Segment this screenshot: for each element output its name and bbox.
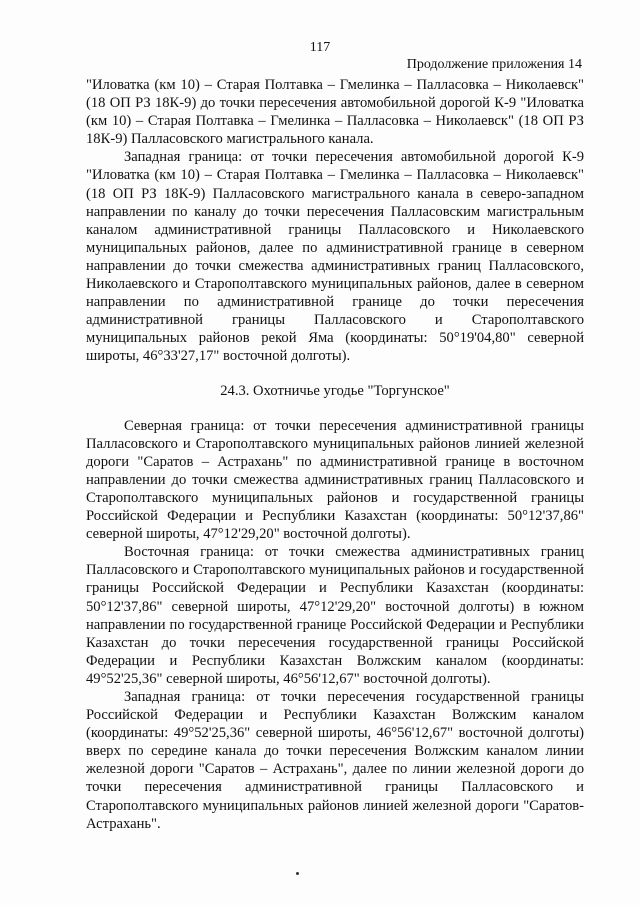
paragraph-eastern-border: Восточная граница: от точки смежества административных границ Палласовского и Старополтавского муниципальных районов и государственной границы Российской Федерации и Республики Казахстан (координаты: 50°12'37,86" северной широты, 47°12'29,20" восточной долготы) в южном направлении по государственной границе Российской Федерации и Республики Казахстан до точки пересечения государственной границы Российской Федерации и Республики Казахстан Волжским каналом (координаты: 49°52'25,36" северной широты, 46°56'12,67" восточной долготы). [86,544,584,687]
page-number: 117 [309,40,331,55]
paragraph-western-border-1: Западная граница: от точки пересечения автомобильной дорогой К-9 "Иловатка (км 10) – Старая Полтавка – Гмелинка – Палласовка – Николаевск" (18 ОП РЗ 18К-9) Палласовского магистрального канала в северо-западном направлении по каналу до точки пересечения Палласовским магистральным каналом административной границы Палласовского и Николаевского муниципальных районов, далее по административной границе в северном направлении до точки смежества административных границ Палласовского, Николаевского и Старополтавского муниципальных районов, далее в северном направлении по административной границе до точки пересечения административной границы Палласовского и Старополтавского муниципальных районов рекой Яма (координаты: 50°19'04,80" северной широты, 46°33'27,17" восточной долготы). [86,149,584,365]
paragraph-western-border-2: Западная граница: от точки пересечения государственной границы Российской Федерации и Республики Казахстан Волжским каналом (координаты: 49°52'25,36" северной широты, 46°56'12,67" восточной долготы) вверх по середине канала до точки пересечения Волжским каналом линии железной дороги "Саратов – Астрахань", далее по линии железной дороги до точки пересечения административной границы Палласовского и Старополтавского муниципальных районов линией железной дороги "Саратов-Астрахань". [86,689,584,832]
document-body [86,76,584,833]
paragraph-northern-border: Северная граница: от точки пересечения административной границы Палласовского и Старополтавского муниципальных районов линией железной дороги "Саратов – Астрахань" по административной границе в восточном направлении до точки смежества административных границ Палласовского и Старополтавского муниципальных районов и государственной границы Российской Федерации и Республики Казахстан (координаты: 50°12'37,86" северной широты, 47°12'29,20" восточной долготы). [86,417,584,543]
section-heading: 24.3. Охотничье угодье "Торгунское" [220,382,450,399]
paragraph-continuation: "Иловатка (км 10) – Старая Полтавка – Гмелинка – Палласовка – Николаевск" (18 ОП РЗ 18К-9) до точки пересечения автомобильной дорогой К-9 "Иловатка (км 10) – Старая Полтавка – Гмелинка – Палласовка – Николаевск" (18 ОП РЗ 18К-9) Палласовского магистрального канала. [86,77,584,148]
appendix-continuation-note: Продолжение приложения 14 [406,57,582,72]
scan-dot [296,872,299,875]
